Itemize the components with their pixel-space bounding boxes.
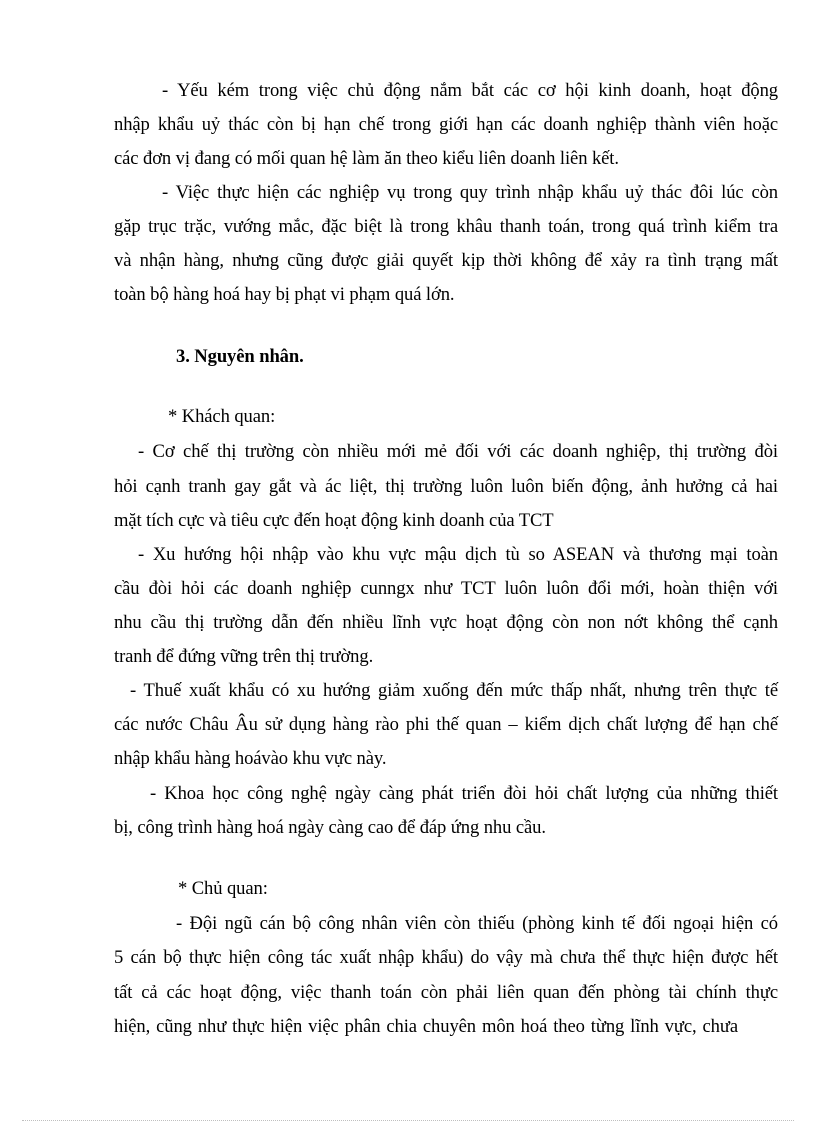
paragraph-1-line-1: - Yếu kém trong việc chủ động nắm bắt các cơ hội kinh doanh, hoạt động: [162, 80, 778, 101]
paragraph-7-line-3: tất cả các hoạt động, việc thanh toán còn phải liên quan đến phòng tài chính thực: [114, 982, 778, 1003]
paragraph-4-line-2: cầu đòi hỏi các doanh nghiệp cunngx như TCT luôn luôn đổi mới, hoàn thiện với: [114, 578, 778, 599]
paragraph-7-line-1: - Đội ngũ cán bộ công nhân viên còn thiếu (phòng kinh tế đối ngoại hiện có: [176, 913, 778, 934]
paragraph-6-line-2: bị, công trình hàng hoá ngày càng cao để đáp ứng nhu cầu.: [114, 817, 546, 838]
paragraph-2-line-3: và nhận hàng, nhưng cũng được giải quyết kịp thời không để xảy ra tình trạng mất: [114, 250, 778, 271]
paragraph-4-line-1: - Xu hướng hội nhập vào khu vực mậu dịch tù so ASEAN và thương mại toàn: [138, 544, 778, 565]
paragraph-5-line-1: - Thuế xuất khẩu có xu hướng giảm xuống đến mức thấp nhất, nhưng trên thực tế: [130, 680, 778, 701]
paragraph-4-line-4: tranh để đứng vững trên thị trường.: [114, 646, 374, 667]
paragraph-2-line-2: gặp trục trặc, vướng mắc, đặc biệt là trong khâu thanh toán, trong quá trình kiểm tra: [114, 216, 778, 237]
paragraph-3-line-3: mặt tích cực và tiêu cực đến hoạt động kinh doanh của TCT: [114, 510, 554, 531]
paragraph-7-line-4: hiện, cũng như thực hiện việc phân chia chuyên môn hoá theo từng lĩnh vực, chưa: [114, 1016, 738, 1037]
objective-label: * Khách quan:: [168, 406, 276, 427]
section-heading: 3. Nguyên nhân.: [176, 346, 304, 367]
subjective-label: * Chủ quan:: [178, 878, 268, 899]
paragraph-1-line-2: nhập khẩu uỷ thác còn bị hạn chế trong giới hạn các doanh nghiệp thành viên hoặc: [114, 114, 778, 135]
paragraph-5-line-3: nhập khẩu hàng hoávào khu vực này.: [114, 748, 387, 769]
paragraph-1-line-3: các đơn vị đang có mối quan hệ làm ăn theo kiểu liên doanh liên kết.: [114, 148, 619, 169]
paragraph-3-line-1: - Cơ chế thị trường còn nhiều mới mẻ đối với các doanh nghiệp, thị trường đòi: [138, 441, 778, 462]
paragraph-3-line-2: hỏi cạnh tranh gay gắt và ác liệt, thị trường luôn luôn biến động, ảnh hưởng cả hai: [114, 476, 778, 497]
footer-divider: [22, 1120, 794, 1121]
paragraph-7-line-2: 5 cán bộ thực hiện công tác xuất nhập khẩu) do vậy mà chưa thể thực hiện được hết: [114, 947, 778, 968]
paragraph-2-line-4: toàn bộ hàng hoá hay bị phạt vi phạm quá lớn.: [114, 284, 455, 305]
paragraph-2-line-1: - Việc thực hiện các nghiệp vụ trong quy trình nhập khẩu uỷ thác đôi lúc còn: [162, 182, 778, 203]
paragraph-4-line-3: nhu cầu thị trường dẫn đến nhiều lĩnh vực hoạt động còn non nớt không thể cạnh: [114, 612, 778, 633]
paragraph-5-line-2: các nước Châu Âu sử dụng hàng rào phi thế quan – kiểm dịch chất lượng để hạn chế: [114, 714, 778, 735]
paragraph-6-line-1: - Khoa học công nghệ ngày càng phát triển đòi hỏi chất lượng của những thiết: [150, 783, 778, 804]
